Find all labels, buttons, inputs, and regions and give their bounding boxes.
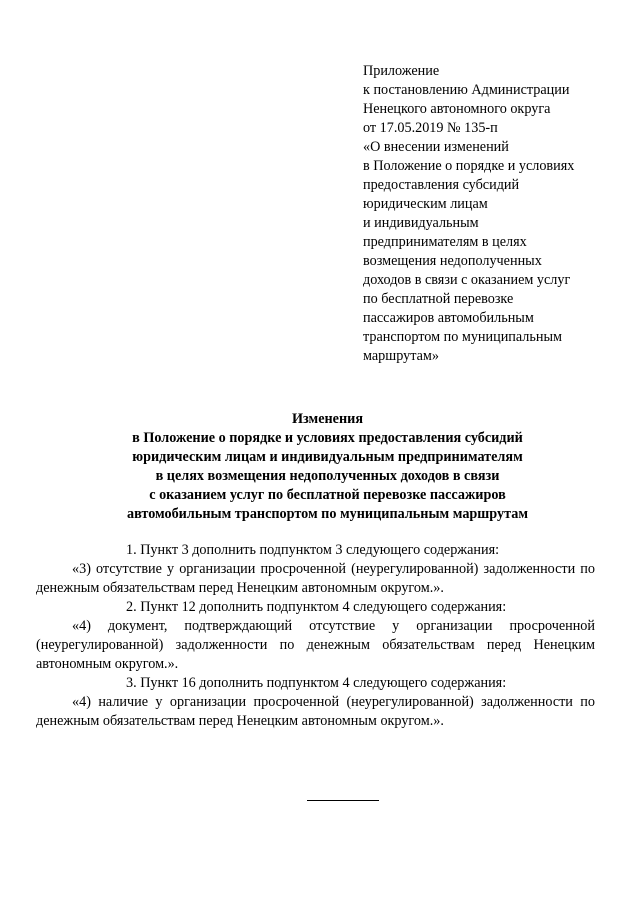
appendix-note — [363, 62, 613, 366]
body-paragraph: «4) документ, подтверждающий отсутствие у организации просроченной (неурегулированной) задолженности по денежным обязательствам перед Ненецким автономным округом.». — [36, 618, 595, 672]
body-paragraph: 2. Пункт 12 дополнить подпунктом 4 следующего содержания: — [126, 599, 507, 615]
appendix-line: «О внесении изменений — [363, 139, 509, 155]
heading-line: автомобильным транспортом по муниципальным маршрутам — [127, 506, 528, 522]
body-paragraph: «4) наличие у организации просроченной (неурегулированной) задолженности по денежным обязательствам перед Ненецким автономным округом.». — [36, 694, 595, 729]
appendix-line: к постановлению Администрации — [363, 82, 570, 98]
body-paragraph: 3. Пункт 16 дополнить подпунктом 4 следующего содержания: — [126, 675, 507, 691]
heading-line: с оказанием услуг по бесплатной перевозке пассажиров — [149, 487, 506, 503]
appendix-line: Приложение — [363, 63, 440, 79]
appendix-line: в Положение о порядке и условиях — [363, 158, 575, 174]
appendix-line: юридическим лицам — [363, 196, 488, 212]
appendix-line: по бесплатной перевозке — [363, 291, 514, 307]
appendix-line: пассажиров автомобильным — [363, 310, 534, 326]
appendix-line: предпринимателям в целях — [363, 234, 527, 250]
document-body — [36, 541, 595, 731]
appendix-line: маршрутам» — [363, 348, 439, 364]
heading-line: в целях возмещения недополученных доходов в связи — [155, 468, 500, 484]
appendix-line: транспортом по муниципальным — [363, 329, 562, 345]
appendix-line: Ненецкого автономного округа — [363, 101, 551, 117]
body-paragraph: 1. Пункт 3 дополнить подпунктом 3 следующего содержания: — [126, 542, 500, 558]
appendix-line: от 17.05.2019 № 135-п — [363, 120, 498, 136]
body-paragraph: «3) отсутствие у организации просроченной (неурегулированной) задолженности по денежным обязательствам перед Ненецким автономным округом.». — [36, 561, 595, 596]
heading-line: в Положение о порядке и условиях предоставления субсидий — [132, 430, 523, 446]
heading-line: юридическим лицам и индивидуальным предпринимателям — [132, 449, 523, 465]
document-heading — [60, 410, 595, 524]
heading-title: Изменения — [292, 411, 363, 427]
closing-divider — [307, 800, 379, 801]
appendix-line: доходов в связи с оказанием услуг — [363, 272, 571, 288]
appendix-line: и индивидуальным — [363, 215, 479, 231]
appendix-line: возмещения недополученных — [363, 253, 542, 269]
appendix-line: предоставления субсидий — [363, 177, 520, 193]
